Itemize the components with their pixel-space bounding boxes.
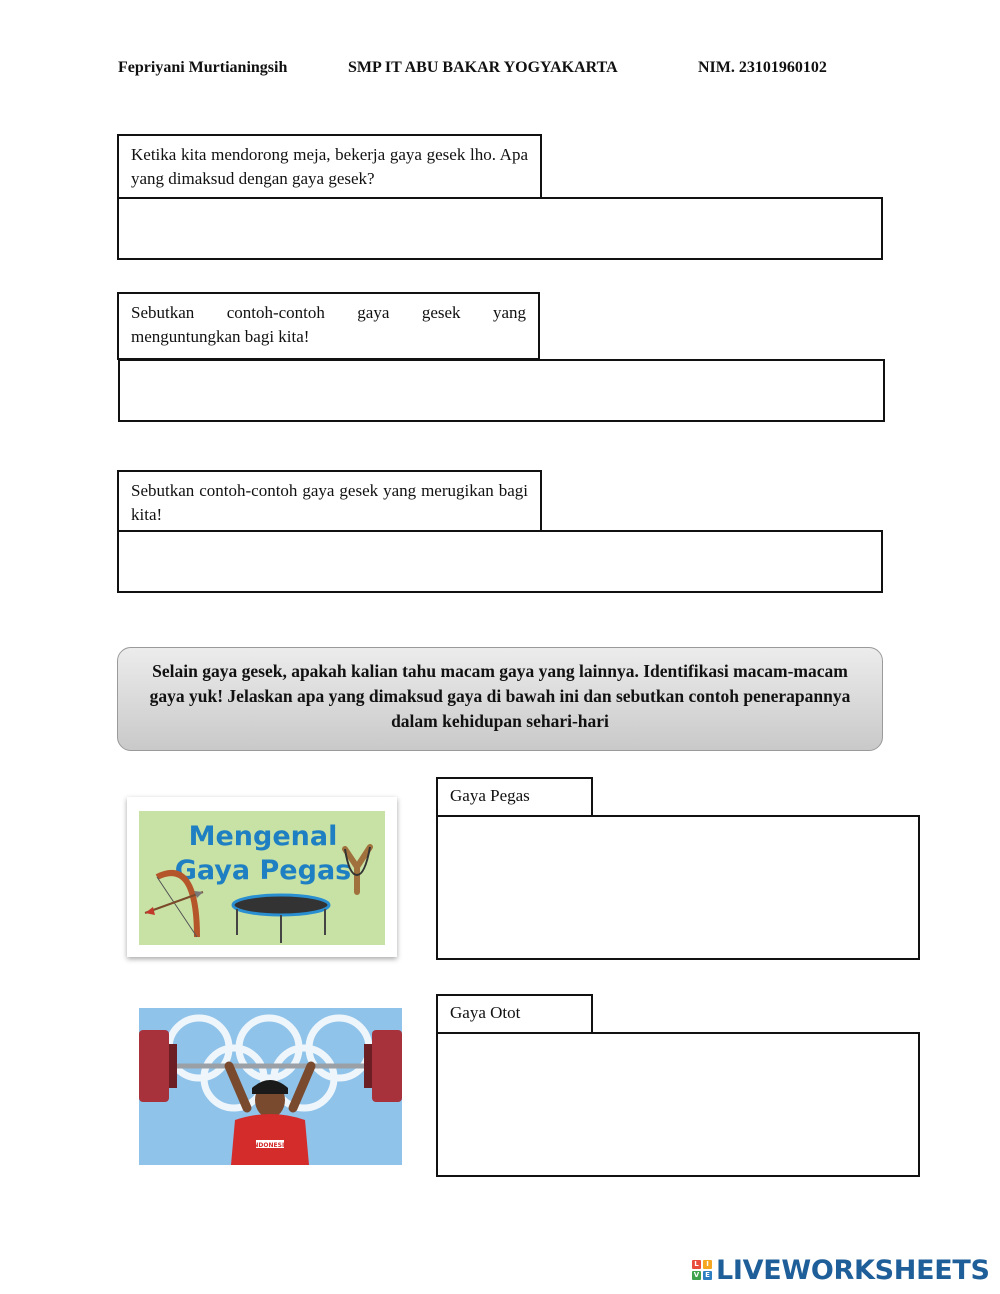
- spring-force-label: Gaya Pegas: [436, 777, 593, 817]
- logo-block-e: E: [703, 1271, 712, 1280]
- muscle-force-answer-field[interactable]: [436, 1032, 920, 1177]
- answer-3-field[interactable]: [117, 530, 883, 593]
- liveworksheets-logo[interactable]: [692, 1256, 990, 1284]
- image-title-line1: Mengenal: [188, 821, 338, 852]
- weightlifter-illustration: [139, 1008, 402, 1165]
- logo-blocks-icon: [692, 1260, 712, 1280]
- question-2-text: Sebutkan contoh-contoh gaya gesek yang menguntungkan bagi kita!: [117, 292, 540, 360]
- muscle-force-label: Gaya Otot: [436, 994, 593, 1034]
- answer-2-field[interactable]: [118, 359, 885, 422]
- logo-block-i: I: [703, 1260, 712, 1269]
- brand-name: LIVEWORKSHEETS: [716, 1254, 990, 1286]
- author-name: Fepriyani Murtianingsih: [118, 59, 288, 76]
- jersey-text: INDONESIA: [251, 1142, 289, 1149]
- image-title-line2: Gaya Pegas: [174, 855, 352, 886]
- spring-force-answer-field[interactable]: [436, 815, 920, 960]
- answer-1-field[interactable]: [117, 197, 883, 260]
- logo-block-v: V: [693, 1271, 700, 1279]
- logo-block-l: L: [692, 1260, 701, 1269]
- spring-force-image: [127, 797, 397, 957]
- instruction-banner: Selain gaya gesek, apakah kalian tahu macam gaya yang lainnya. Identifikasi macam-macam gaya yuk! Jelaskan apa yang dimaksud gaya di bawah ini dan sebutkan contoh penerapannya dalam kehidupan sehari-hari: [117, 647, 883, 751]
- spring-force-illustration: [127, 797, 397, 957]
- student-nim: NIM. 23101960102: [698, 59, 827, 76]
- muscle-force-image: [139, 1008, 402, 1165]
- question-1-text: Ketika kita mendorong meja, bekerja gaya gesek lho. Apa yang dimaksud dengan gaya gesek?: [117, 134, 542, 199]
- question-3-text: Sebutkan contoh-contoh gaya gesek yang merugikan bagi kita!: [117, 470, 542, 532]
- school-name: SMP IT ABU BAKAR YOGYAKARTA: [348, 59, 618, 76]
